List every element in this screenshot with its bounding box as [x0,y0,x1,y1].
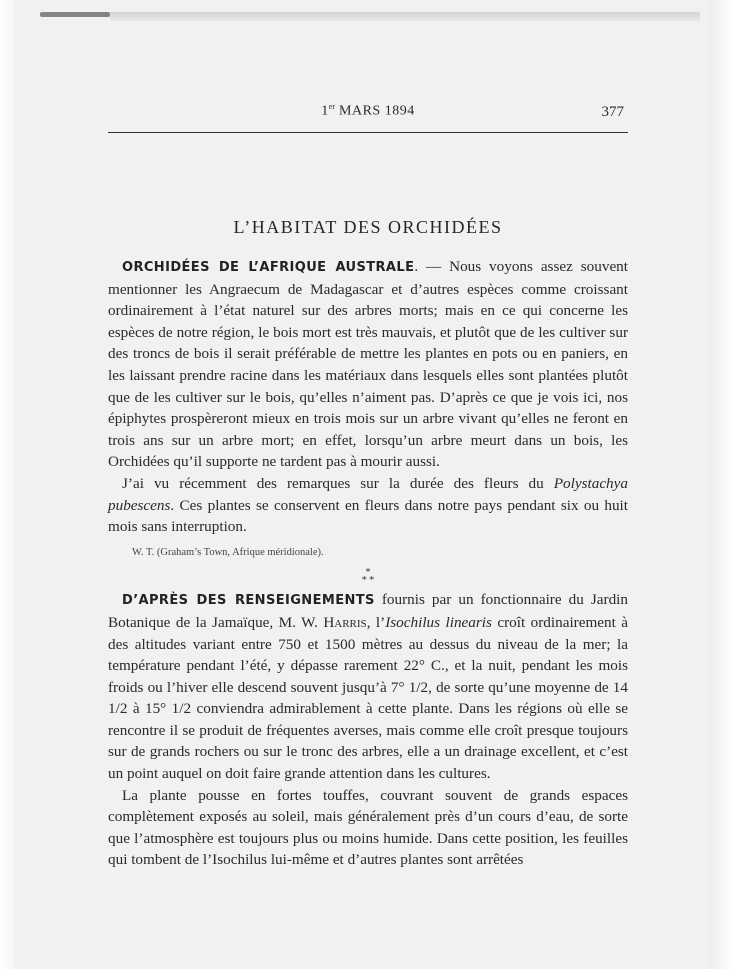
article-body [108,256,628,871]
section2-text-c: croît ordinairement à des altitudes variant entre 750 et 1500 mètres au dessus du niveau de la mer; la température pendant l’été, y dépasse rarement 22° C., et la nuit, pendant les mois froids ou l’hiver elle descend souvent jusqu’à 7° [108,613,629,696]
document-page [108,98,628,871]
separator-star-top: * [365,567,371,579]
page-number: 377 [601,104,624,120]
separator-stars-bottom: * * [361,575,375,587]
header-date-day: 1 [321,103,329,119]
person-name-harris: Harris [323,613,367,631]
section1-paragraph1-text: . — Nous voyons assez souvent mentionner les Angraecum de Madagascar et d’autres espèces comme croissant ordinairement à l’état naturel sur des arbres morts; mais en ce qui concerne les espèces de notre région, le bois mort est très mauvais, et plutôt que de les cultiver sur des troncs de bois il serait préférable de mettre les plantes en pots ou en paniers, en les laissant prendre racine dans les matériaux dans lesquels elles sont plantées plutôt que de les cultiver sur le bois, qu’elles n’aiment pas. D’après ce que je vois ici, nos épiphytes prospèreront mieux en trois mois sur un arbre vivant qu’elles ne feront en trois ans sur un arbre mort; en effet, lorsqu’un arbre meurt dans un bois, les Orchidées qu’il supporte ne tardent pas à mourir aussi. [108,258,628,471]
section1-heading: ORCHIDÉES DE L’AFRIQUE AUSTRALE [122,260,415,275]
running-header [108,98,628,133]
species-name-polystachya: Polystachya pubescens [108,474,628,514]
section2-text-f: conviendra admirablement à cette plante. Dans les régions où elle se rencontre il se produit de fréquentes averses, mais comme elle croît presque toujours sur de grands rochers ou sur le tronc des arbres, elle a un drainage excellent, et c’est un point auquel on doit faire grande attention dans les cultures. [108,700,628,783]
scan-top-strip [110,12,700,21]
scan-top-mark [40,12,110,17]
section2-text-a: fournis par un fonctionnaire du Jardin Botanique de la Jamaïque, M. W. [108,591,628,631]
section-separator [108,569,628,585]
section1-paragraph2-start: J’ai vu récemment des remarques sur la durée des fleurs du [122,474,554,492]
section1-paragraph2-end: . Ces plantes se conservent en fleurs dans notre pays pendant six ou huit mois sans interruption. [108,496,628,536]
fraction-half-2: 1/2 [108,700,128,718]
species-name-isochilus: Isochilus linearis [385,613,492,631]
section1-paragraph1 [108,256,628,473]
section2-paragraph2: La plante pousse en fortes touffes, couvrant souvent de grands espaces complètement exposés au soleil, mais généralement près d’un cours d’eau, de sorte que l’atmosphère est toujours plus ou moins humide. Dans cette position, les feuilles qui tombent de l’Isochilus lui-même et d’autres plantes sont arrêtées [108,786,628,869]
section2-paragraph1 [108,589,628,784]
section2-text-d: , de sorte qu’une moyenne de 14 [428,678,628,696]
section2-text-b: , l’ [366,613,386,631]
section2-text-e: à 15° [127,700,172,718]
header-date-ordinal: er [328,102,336,111]
scan-left-edge [0,0,14,969]
section2-heading: D’APRÈS DES RENSEIGNEMENTS [122,593,375,609]
fraction-half-3: 1/2 [171,700,192,718]
scan-right-edge [708,0,750,969]
section1-paragraph2 [108,473,628,538]
article-title: L’HABITAT DES ORCHIDÉES [233,217,503,237]
fraction-half-1: 1/2 [408,678,429,696]
header-date-month-year: MARS 1894 [335,103,415,119]
header-date [108,102,628,120]
author-signature: W. T. (Graham’s Town, Afrique méridionale). [132,546,324,558]
